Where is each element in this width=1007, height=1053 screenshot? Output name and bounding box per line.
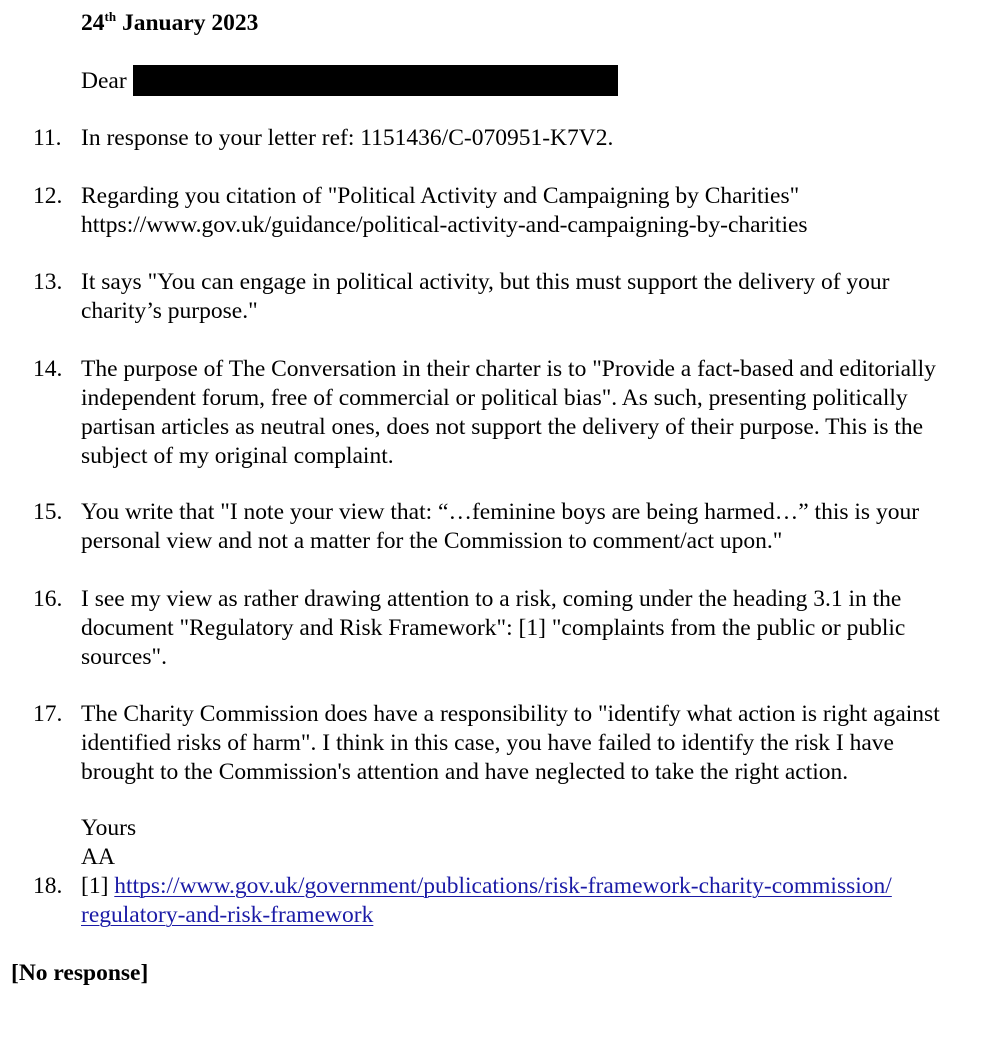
salutation: Dear <box>81 68 127 94</box>
footnote-text <box>81 872 1001 930</box>
footnote-line <box>81 901 1001 930</box>
paragraph-line: personal view and not a matter for the Commission to comment/act upon." <box>81 528 783 554</box>
risk-framework-link-continued[interactable]: regulatory-and-risk-framework <box>81 902 374 928</box>
signature-initials: AA <box>81 844 115 870</box>
paragraph-number: 11. <box>33 125 62 151</box>
letter-date <box>81 9 258 38</box>
date-month-year: January 2023 <box>116 10 259 36</box>
guidance-url-text: https://www.gov.uk/guidance/political-activity-and-campaigning-by-charities <box>81 212 808 238</box>
redacted-recipient-name <box>133 65 618 96</box>
footnote-line <box>81 872 1001 901</box>
paragraph-line: document "Regulatory and Risk Framework": [1] "complaints from the public or public <box>81 615 906 641</box>
paragraph-line: The Charity Commission does have a responsibility to "identify what action is right against <box>81 701 940 727</box>
paragraph-text <box>81 268 1001 326</box>
paragraph-number: 14. <box>33 356 63 382</box>
paragraph-number: 12. <box>33 183 63 209</box>
paragraph-line: The purpose of The Conversation in their charter is to "Provide a fact-based and editorially <box>81 356 936 382</box>
closing-valediction: Yours <box>81 815 137 841</box>
response-status: [No response] <box>11 960 149 986</box>
paragraph-line: sources". <box>81 644 167 670</box>
letter-closing <box>81 814 136 872</box>
paragraph-number: 17. <box>33 701 63 727</box>
paragraph-number: 15. <box>33 499 63 525</box>
paragraph-text <box>81 585 1001 672</box>
paragraph-number: 16. <box>33 586 63 612</box>
paragraph-number: 13. <box>33 269 63 295</box>
paragraph-text <box>81 182 1001 240</box>
footnote-marker: [1] <box>81 873 115 899</box>
paragraph-line: Regarding you citation of "Political Activity and Campaigning by Charities" <box>81 183 800 209</box>
date-suffix: th <box>104 9 117 24</box>
paragraph-line: In response to your letter ref: 1151436/C-070951-K7V2. <box>81 125 614 151</box>
date-day: 24 <box>81 10 105 36</box>
paragraph-line: independent forum, free of commercial or political bias". As such, presenting politically <box>81 385 908 411</box>
paragraph-line: I see my view as rather drawing attention to a risk, coming under the heading 3.1 in the <box>81 586 902 612</box>
paragraph-text <box>81 498 1001 556</box>
footnote-number: 18. <box>33 873 63 899</box>
paragraph-line: identified risks of harm". I think in this case, you have failed to identify the risk I have <box>81 730 894 756</box>
paragraph-line: brought to the Commission's attention and have neglected to take the right action. <box>81 759 849 785</box>
paragraph-line: subject of my original complaint. <box>81 443 394 469</box>
risk-framework-link[interactable]: https://www.gov.uk/government/publications/risk-framework-charity-commission/ <box>114 873 892 899</box>
paragraph-text <box>81 124 1001 153</box>
paragraph-line: partisan articles as neutral ones, does not support the delivery of their purpose. This is the <box>81 414 924 440</box>
paragraph-text <box>81 355 1001 471</box>
paragraph-line: It says "You can engage in political activity, but this must support the delivery of your <box>81 269 890 295</box>
paragraph-line: You write that "I note your view that: “…feminine boys are being harmed…” this is your <box>81 499 920 525</box>
paragraph-line: charity’s purpose." <box>81 298 258 324</box>
paragraph-text <box>81 700 1001 787</box>
